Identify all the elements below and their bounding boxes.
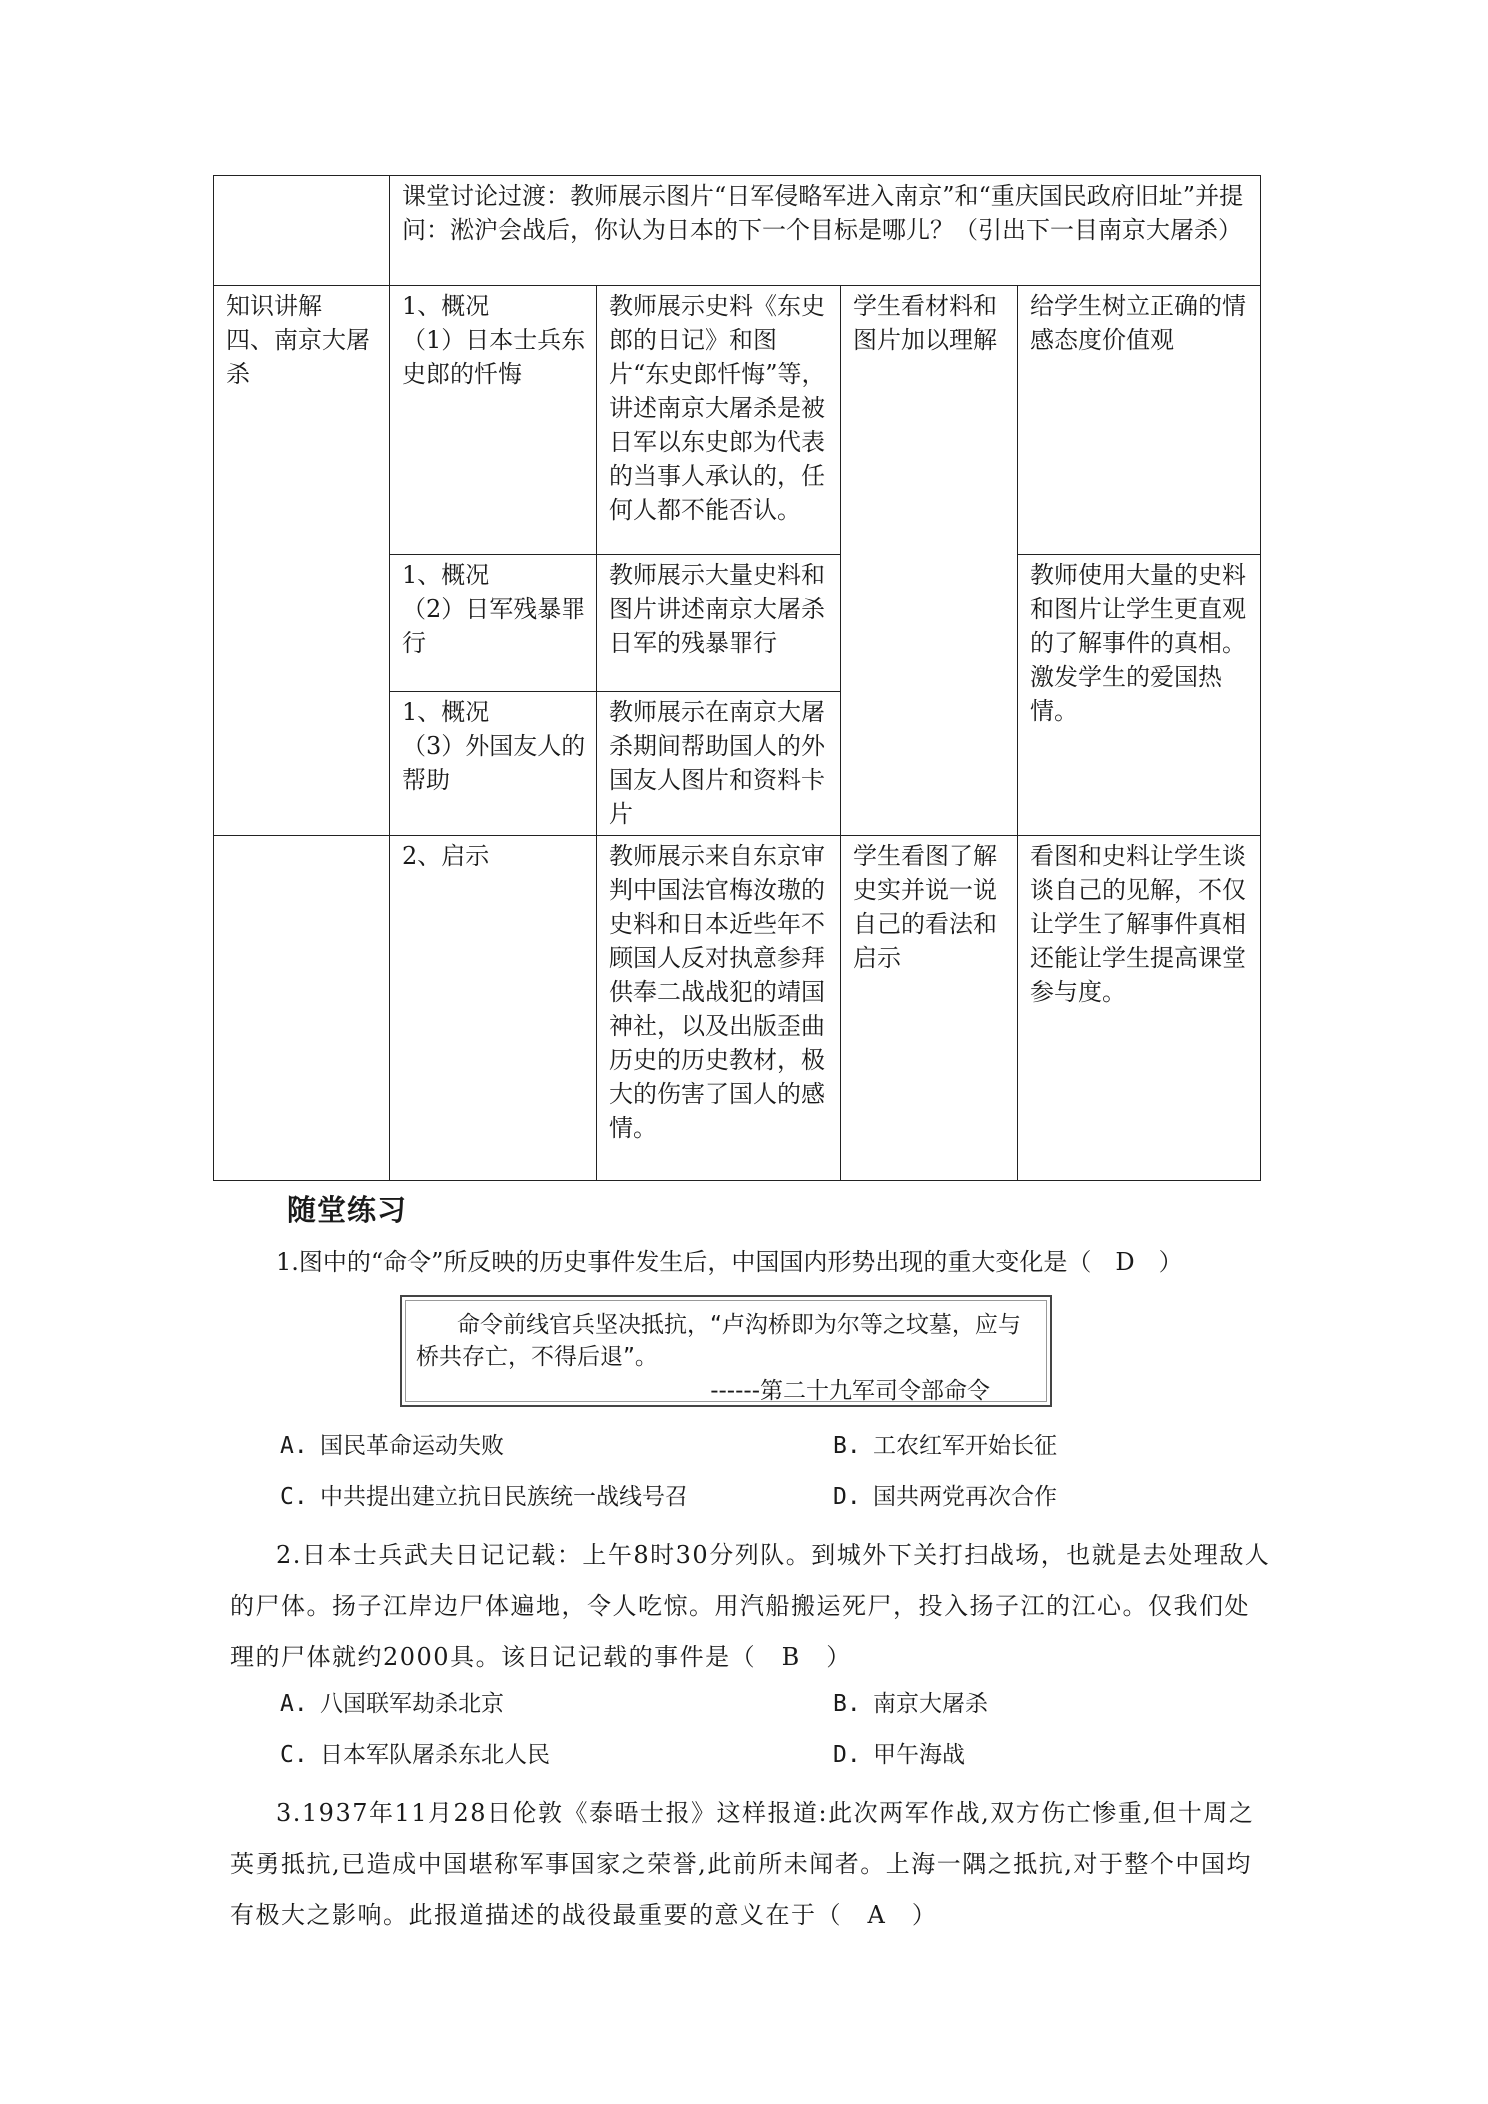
option-letter: B.: [833, 1691, 861, 1717]
exercise-section-title: 随堂练习: [287, 1193, 408, 1227]
q1-option-a: [280, 1430, 504, 1462]
q1-option-c: [280, 1481, 688, 1513]
option-letter: D.: [833, 1484, 861, 1510]
table-row-transition: [214, 176, 1261, 286]
q2-option-c: [280, 1739, 550, 1771]
stage-cell: 知识讲解 四、南京大屠杀: [214, 286, 390, 836]
option-text: 工农红军开始长征: [873, 1433, 1057, 1459]
teacher-activity-cell: 教师展示史料《东史郎的日记》和图片“东史郎忏悔”等，讲述南京大屠杀是被日军以东史郎为代表的当事人承认的，任何人都不能否认。: [597, 286, 841, 555]
knowledge-point-cell: 1、概况 （2）日军残暴罪行: [390, 555, 597, 692]
design-intent-cell: 给学生树立正确的情感态度价值观: [1018, 286, 1261, 555]
teacher-activity-cell: 教师展示来自东京审判中国法官梅汝璈的史料和日本近些年不顾国人反对执意参拜供奉二战战犯的靖国神社，以及出版歪曲历史的历史教材，极大的伤害了国人的感情。: [597, 836, 841, 1181]
q2-option-a: [280, 1688, 504, 1720]
option-text: 日本军队屠杀东北人民: [320, 1742, 550, 1768]
table-row: [214, 286, 1261, 555]
student-activity-cell: 学生看材料和图片加以理解: [841, 286, 1018, 836]
option-letter: B.: [833, 1433, 861, 1459]
option-letter: D.: [833, 1742, 861, 1768]
quote-source: ------第二十九军司令部命令: [710, 1378, 990, 1404]
knowledge-point-cell: 1、概况 （3）外国友人的帮助: [390, 692, 597, 836]
option-letter: A.: [280, 1691, 308, 1717]
design-intent-cell: 看图和史料让学生谈谈自己的见解，不仅让学生了解事件真相还能让学生提高课堂参与度。: [1018, 836, 1261, 1181]
design-intent-cell: 教师使用大量的史料和图片让学生更直观的了解事件的真相。激发学生的爱国热情。: [1018, 555, 1261, 836]
transition-cell: 课堂讨论过渡：教师展示图片“日军侵略军进入南京”和“重庆国民政府旧址”并提问：淞沪会战后，你认为日本的下一个目标是哪儿？（引出下一目南京大屠杀）: [390, 176, 1261, 286]
q1-option-b: [833, 1430, 1057, 1462]
question-1-stem: 1.图中的“命令”所反映的历史事件发生后，中国国内形势出现的重大变化是（ D ）: [276, 1248, 1183, 1276]
table-row: [214, 836, 1261, 1181]
option-letter: C.: [280, 1484, 308, 1510]
option-text: 南京大屠杀: [873, 1691, 988, 1717]
student-activity-cell: 学生看图了解史实并说一说自己的看法和启示: [841, 836, 1018, 1181]
option-text: 国共两党再次合作: [873, 1484, 1057, 1510]
quote-box: [400, 1295, 1052, 1407]
question-3-stem: 3.1937年11月28日伦敦《泰晤士报》这样报道:此次两军作战,双方伤亡惨重,但十周之英勇抵抗,已造成中国堪称军事国家之荣誉,此前所未闻者。上海一隅之抵抗,对于整个中国均有极大之影响。此报道描述的战役最重要的意义在于（ A ）: [230, 1799, 1255, 1929]
option-text: 八国联军劫杀北京: [320, 1691, 504, 1717]
quote-line: 命令前线官兵坚决抵抗，“卢沟桥即为尔等之坟墓，应与: [457, 1312, 1021, 1338]
knowledge-point-cell: 1、概况 （1）日本士兵东史郎的忏悔: [390, 286, 597, 555]
knowledge-point-cell: 2、启示: [390, 836, 597, 1181]
question-2-stem: 2.日本士兵武夫日记记载：上午8时30分列队。到城外下关打扫战场，也就是去处理敌人的尸体。扬子江岸边尸体遍地，令人吃惊。用汽船搬运死尸，投入扬子江的江心。仅我们处理的尸体就约2000具。该日记记载的事件是（ B ）: [230, 1541, 1271, 1671]
option-text: 甲午海战: [873, 1742, 965, 1768]
quote-line: 桥共存亡，不得后退”。: [416, 1344, 658, 1370]
option-letter: C.: [280, 1742, 308, 1768]
option-text: 国民革命运动失败: [320, 1433, 504, 1459]
option-letter: A.: [280, 1433, 308, 1459]
q2-option-d: [833, 1739, 965, 1771]
empty-cell: [214, 176, 390, 286]
lesson-plan-table: [213, 175, 1261, 1181]
option-text: 中共提出建立抗日民族统一战线号召: [320, 1484, 688, 1510]
empty-cell: [214, 836, 390, 1181]
q1-option-d: [833, 1481, 1057, 1513]
q2-option-b: [833, 1688, 988, 1720]
teacher-activity-cell: 教师展示大量史料和图片讲述南京大屠杀日军的残暴罪行: [597, 555, 841, 692]
teacher-activity-cell: 教师展示在南京大屠杀期间帮助国人的外国友人图片和资料卡片: [597, 692, 841, 836]
